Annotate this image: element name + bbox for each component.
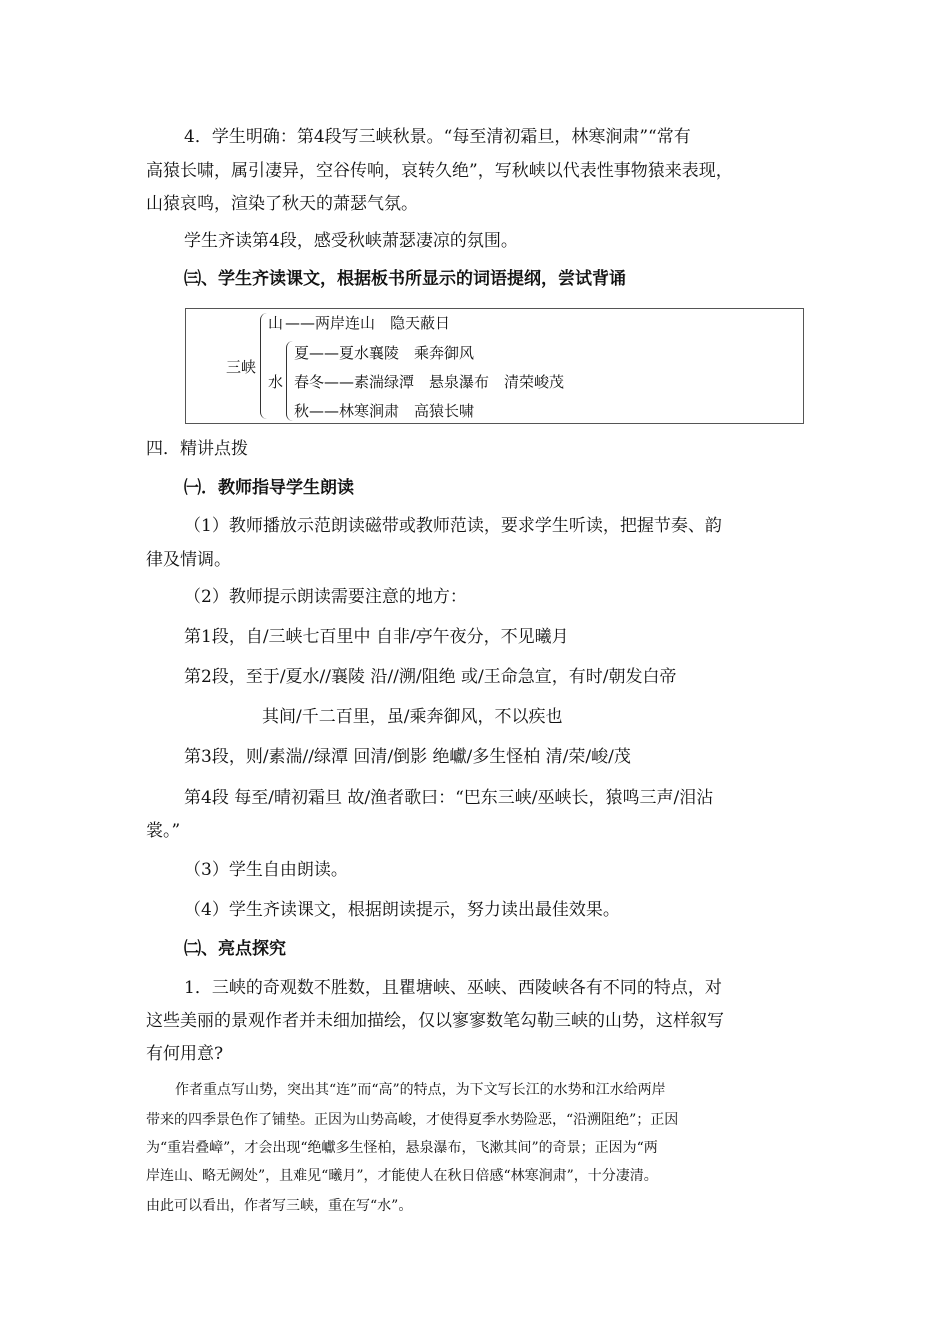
paragraph-line: 律及情调。 [146, 550, 231, 570]
outline-mountain-text: ——两岸连山 隐天蔽日 [285, 314, 451, 332]
paragraph-line: 其间/千二百里，虽/乘奔御风，不以疾也 [262, 707, 563, 727]
paragraph-line: 裳。” [146, 821, 181, 841]
outline-mountain-key: 山 [268, 314, 284, 332]
paragraph-line: 第3段，则/素湍//绿潭 回清/倒影 绝巘/多生怪柏 清/荣/峻/茂 [184, 747, 631, 767]
subsection-heading: ㈡、亮点探究 [184, 939, 286, 959]
paragraph-line: （2）教师提示朗读需要注意的地方： [184, 587, 467, 607]
answer-note-line: 作者重点写山势，突出其“连”而“高”的特点，为下文写长江的水势和江水给两岸 [175, 1082, 666, 1098]
paragraph-line: （4）学生齐读课文，根据朗读提示，努力读出最佳效果。 [184, 900, 620, 920]
paragraph-line: 1．三峡的奇观数不胜数，且瞿塘峡、巫峡、西陵峡各有不同的特点，对 [184, 978, 722, 998]
answer-note-line: 由此可以看出，作者写三峡，重在写“水”。 [146, 1198, 413, 1214]
paragraph-line: （1）教师播放示范朗读磁带或教师范读，要求学生听读，把握节奏、韵 [184, 516, 722, 536]
paragraph-line: 有何用意? [146, 1044, 224, 1064]
inner-brace [286, 341, 293, 421]
outline-water-key: 水 [268, 373, 284, 391]
outline-summer: 夏——夏水襄陵 乘奔御风 [294, 344, 475, 362]
answer-note-line: 岸连山、略无阙处”，且难见“曦月”，才能使人在秋日倍感“林寒涧肃”，十分凄清。 [146, 1168, 658, 1184]
outline-box [185, 308, 804, 424]
section-heading: ㈢、学生齐读课文，根据板书所显示的词语提纲，尝试背诵 [184, 269, 626, 289]
outer-brace [260, 313, 267, 419]
outline-autumn: 秋——林寒涧肃 高猿长啸 [294, 402, 475, 420]
paragraph-line: 第2段，至于/夏水//襄陵 沿//溯/阻绝 或/王命急宣，有时/朝发白帝 [184, 667, 677, 687]
paragraph-line: 学生齐读第4段，感受秋峡萧瑟凄凉的氛围。 [184, 231, 518, 251]
section-heading: 四．精讲点拨 [146, 439, 248, 459]
paragraph-line: 这些美丽的景观作者并未细加描绘，仅以寥寥数笔勾勒三峡的山势，这样叙写 [146, 1011, 724, 1031]
answer-note-line: 带来的四季景色作了铺垫。正因为山势高峻，才使得夏季水势险恶，“沿溯阻绝”；正因 [146, 1112, 679, 1128]
paragraph-line: 高猿长啸，属引凄异，空谷传响，哀转久绝”，写秋峡以代表性事物猿来表现， [146, 161, 733, 181]
paragraph-line: 4．学生明确：第4段写三峡秋景。“每至清初霜旦，林寒涧肃”“常有 [184, 127, 691, 147]
outline-spring-winter: 春冬——素湍绿潭 悬泉瀑布 清荣峻茂 [294, 373, 565, 391]
subsection-heading: ㈠．教师指导学生朗读 [184, 478, 354, 498]
paragraph-line: 第1段，自/三峡七百里中 自非/亭午夜分，不见曦月 [184, 627, 569, 647]
outline-root: 三峡 [226, 358, 257, 376]
paragraph-line: （3）学生自由朗读。 [184, 860, 348, 880]
paragraph-line: 山猿哀鸣，渲染了秋天的萧瑟气氛。 [146, 194, 418, 214]
paragraph-line: 第4段 每至/晴初霜旦 故/渔者歌曰：“巴东三峡/巫峡长，猿鸣三声/泪沾 [184, 788, 714, 808]
answer-note-line: 为“重岩叠嶂”，才会出现“绝巘多生怪柏，悬泉瀑布，飞漱其间”的奇景；正因为“两 [146, 1140, 658, 1156]
